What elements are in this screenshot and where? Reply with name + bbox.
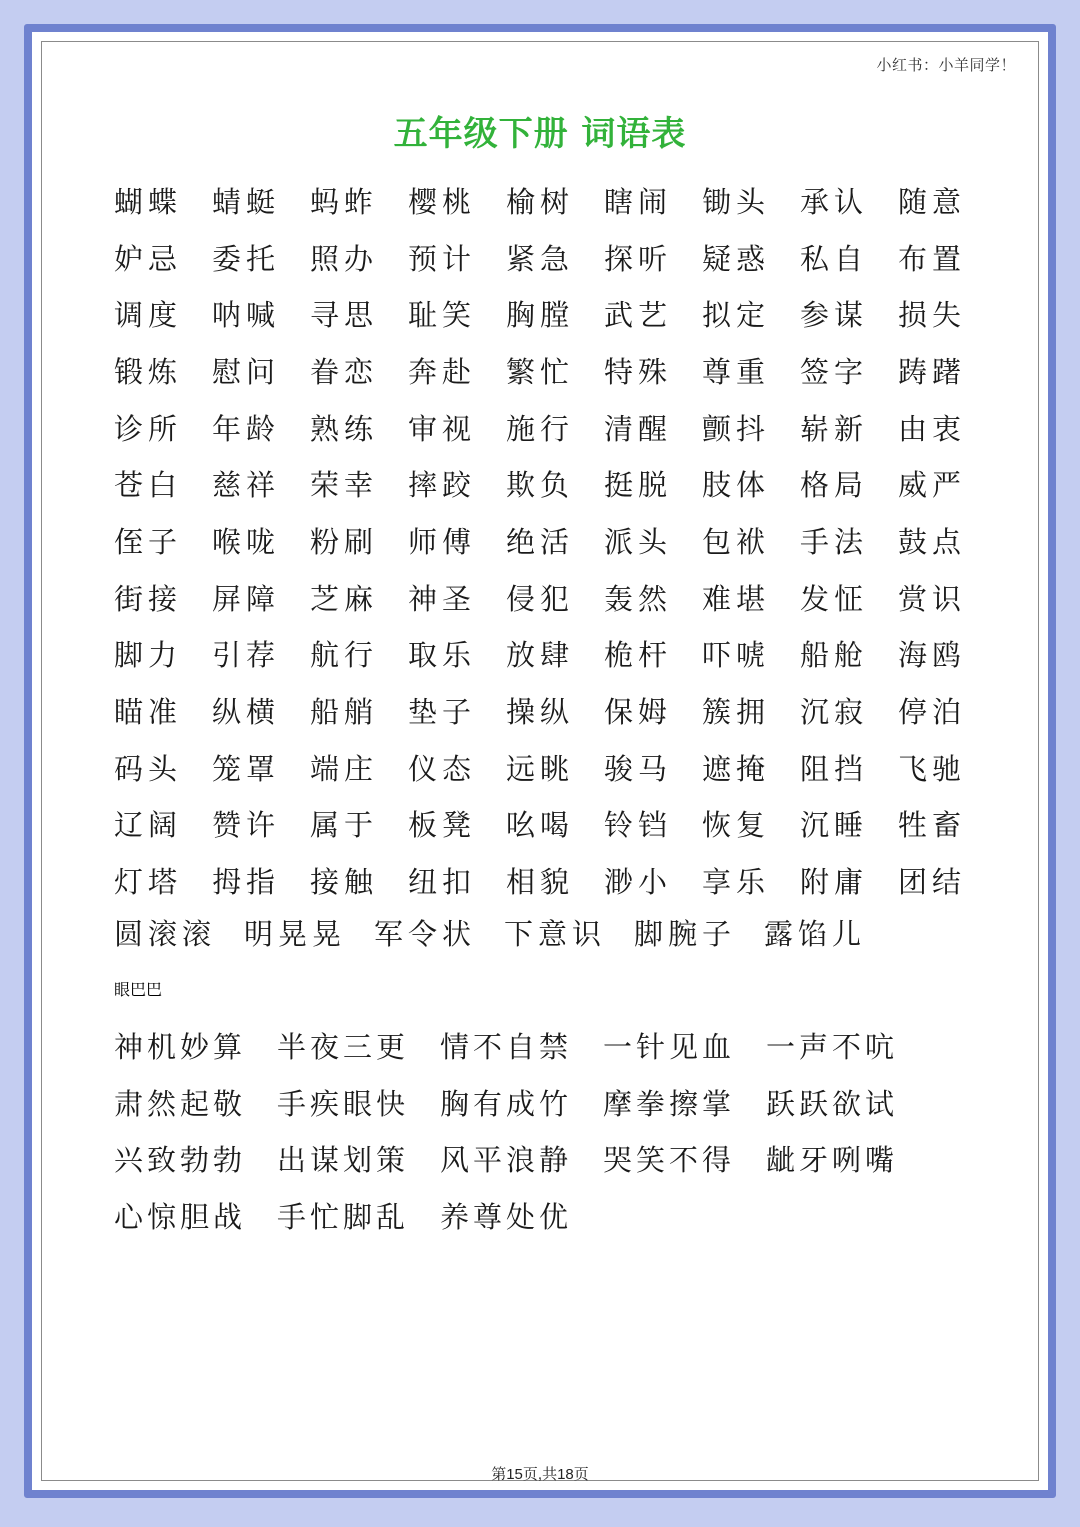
watermark-text: 小红书：小羊同学！: [876, 57, 1016, 74]
vocab-word: 航行: [310, 638, 379, 673]
vocab-word: 荣幸: [310, 468, 379, 503]
vocab-word: 牲畜: [898, 808, 967, 843]
vocab-word: 疑惑: [702, 241, 771, 276]
vocab-word: 遮掩: [702, 751, 771, 786]
vocab-word: 沉睡: [800, 808, 869, 843]
vocab-word: 难堪: [702, 581, 771, 616]
vocab-word: 海鸥: [898, 638, 967, 673]
vocab-word: 取乐: [408, 638, 477, 673]
vocab-word: 渺小: [604, 865, 673, 900]
vocab-word: 簇拥: [702, 695, 771, 730]
vocab-word: 拇指: [212, 865, 281, 900]
vocab-word: 桅杆: [604, 638, 673, 673]
three-char-word: 眼巴巴: [114, 979, 163, 999]
vocab-word: 慰问: [212, 354, 281, 389]
vocab-word: 照办: [310, 241, 379, 276]
vocab-word: 施行: [506, 411, 575, 446]
three-char-word: 下意识: [504, 916, 607, 951]
vocab-word: 拟定: [702, 298, 771, 333]
vocab-word: 特殊: [604, 354, 673, 389]
vocab-word: 摔跤: [408, 468, 477, 503]
vocab-word: 年龄: [212, 411, 281, 446]
vocab-word: 轰然: [604, 581, 673, 616]
vocab-word: 武艺: [604, 298, 673, 333]
vocab-word: 损失: [898, 298, 967, 333]
vocab-word: 笼罩: [212, 751, 281, 786]
idiom-word: 出谋划策: [277, 1143, 410, 1178]
vocab-word: 欺负: [506, 468, 575, 503]
vocab-word: 灯塔: [114, 865, 183, 900]
page-number: 第15页,共18页: [491, 1466, 589, 1483]
idiom-word: 龇牙咧嘴: [766, 1143, 899, 1178]
vocab-word: 鼓点: [898, 524, 967, 559]
vocab-word: 接触: [310, 865, 379, 900]
vocab-word: 附庸: [800, 865, 869, 900]
vocab-word: 踌躇: [898, 354, 967, 389]
vocab-word: 仪态: [408, 751, 477, 786]
idiom-word: 情不自禁: [440, 1029, 573, 1064]
vocab-word: 飞驰: [898, 751, 967, 786]
idiom-word: 跃跃欲试: [766, 1086, 899, 1121]
idiom-word: 胸有成竹: [440, 1086, 573, 1121]
vocab-word: 骏马: [604, 751, 673, 786]
idiom-word: 心惊胆战: [114, 1199, 247, 1234]
vocab-word: 纵横: [212, 695, 281, 730]
vocab-word: 尊重: [702, 354, 771, 389]
vocab-word: 由衷: [898, 411, 967, 446]
idiom-word: 肃然起敬: [114, 1086, 247, 1121]
vocab-word: 锄头: [702, 184, 771, 219]
vocab-word: 挺脱: [604, 468, 673, 503]
vocab-word: 吆喝: [506, 808, 575, 843]
three-char-word: 军令状: [374, 916, 477, 951]
idiom-word: 手忙脚乱: [277, 1199, 410, 1234]
vocab-word: 阻挡: [800, 751, 869, 786]
vocab-word: 恢复: [702, 808, 771, 843]
vocab-word: 吓唬: [702, 638, 771, 673]
vocab-word: 板凳: [408, 808, 477, 843]
vocab-word: 耻笑: [408, 298, 477, 333]
vocab-word: 享乐: [702, 865, 771, 900]
vocab-word: 预计: [408, 241, 477, 276]
vocab-word: 包袱: [702, 524, 771, 559]
idiom-word: 风平浪静: [440, 1143, 573, 1178]
idiom-word: 半夜三更: [277, 1029, 410, 1064]
vocab-word: 呐喊: [212, 298, 281, 333]
vocab-word: 诊所: [114, 411, 183, 446]
vocab-word: 喉咙: [212, 524, 281, 559]
vocab-word: 团结: [898, 865, 967, 900]
vocab-word: 船舱: [800, 638, 869, 673]
idiom-word: 摩拳擦掌: [603, 1086, 736, 1121]
idiom-word: 一声不吭: [766, 1029, 899, 1064]
vocab-word: 瞄准: [114, 695, 183, 730]
vocab-word: 繁忙: [506, 354, 575, 389]
vocab-word: 铃铛: [604, 808, 673, 843]
vocab-word: 纽扣: [408, 865, 477, 900]
three-char-word-row: [114, 960, 162, 1016]
vocab-word: 操纵: [506, 695, 575, 730]
vocab-word: 苍白: [114, 468, 183, 503]
vocab-word: 奔赴: [408, 354, 477, 389]
three-char-word: 明晃晃: [244, 916, 347, 951]
vocab-word: 属于: [310, 808, 379, 843]
vocab-word: 慈祥: [212, 468, 281, 503]
vocab-word: 威严: [898, 468, 967, 503]
vocab-word: 崭新: [800, 411, 869, 446]
vocab-word: 签字: [800, 354, 869, 389]
vocab-word: 肢体: [702, 468, 771, 503]
vocab-word: 码头: [114, 751, 183, 786]
vocab-word: 垫子: [408, 695, 477, 730]
vocab-word: 妒忌: [114, 241, 183, 276]
vocab-word: 调度: [114, 298, 183, 333]
idiom-word: 手疾眼快: [277, 1086, 410, 1121]
vocab-word: 颤抖: [702, 411, 771, 446]
idiom-word: 一针见血: [603, 1029, 736, 1064]
idiom-word: 神机妙算: [114, 1029, 247, 1064]
vocab-word: 紧急: [506, 241, 575, 276]
vocab-word: 眷恋: [310, 354, 379, 389]
vocab-word: 绝活: [506, 524, 575, 559]
vocab-word: 锻炼: [114, 354, 183, 389]
vocab-word: 清醒: [604, 411, 673, 446]
vocab-word: 侵犯: [506, 581, 575, 616]
two-char-word-grid: [114, 172, 1014, 909]
idiom-word: 哭笑不得: [603, 1143, 736, 1178]
three-char-word-row: [114, 904, 894, 960]
three-char-word: 露馅儿: [764, 916, 867, 951]
vocab-word: 师傅: [408, 524, 477, 559]
vocab-word: 街接: [114, 581, 183, 616]
vocab-word: 远眺: [506, 751, 575, 786]
idiom-word: 兴致勃勃: [114, 1143, 247, 1178]
vocab-word: 胸膛: [506, 298, 575, 333]
vocab-word: 探听: [604, 241, 673, 276]
vocab-word: 沉寂: [800, 695, 869, 730]
vocab-word: 格局: [800, 468, 869, 503]
document-page: [24, 24, 1056, 1498]
vocab-word: 樱桃: [408, 184, 477, 219]
vocab-word: 蜻蜓: [212, 184, 281, 219]
vocab-word: 瞎闹: [604, 184, 673, 219]
vocab-word: 寻思: [310, 298, 379, 333]
vocab-word: 私自: [800, 241, 869, 276]
vocab-word: 侄子: [114, 524, 183, 559]
vocab-word: 榆树: [506, 184, 575, 219]
vocab-word: 参谋: [800, 298, 869, 333]
vocab-word: 发怔: [800, 581, 869, 616]
idiom-word: 养尊处优: [440, 1199, 573, 1234]
vocab-word: 赞许: [212, 808, 281, 843]
vocab-word: 手法: [800, 524, 869, 559]
vocab-word: 脚力: [114, 638, 183, 673]
vocab-word: 随意: [898, 184, 967, 219]
vocab-word: 派头: [604, 524, 673, 559]
vocab-word: 相貌: [506, 865, 575, 900]
idiom-grid: [114, 1017, 1014, 1244]
vocab-word: 委托: [212, 241, 281, 276]
vocab-word: 芝麻: [310, 581, 379, 616]
three-char-word: 脚腕子: [634, 916, 737, 951]
vocab-word: 神圣: [408, 581, 477, 616]
vocab-word: 布置: [898, 241, 967, 276]
vocab-word: 蚂蚱: [310, 184, 379, 219]
vocab-word: 熟练: [310, 411, 379, 446]
vocab-word: 端庄: [310, 751, 379, 786]
vocab-word: 船艄: [310, 695, 379, 730]
vocab-word: 承认: [800, 184, 869, 219]
vocab-word: 粉刷: [310, 524, 379, 559]
vocab-word: 屏障: [212, 581, 281, 616]
vocab-word: 引荐: [212, 638, 281, 673]
vocab-word: 停泊: [898, 695, 967, 730]
vocab-word: 保姆: [604, 695, 673, 730]
page-title: 五年级下册 词语表: [393, 114, 687, 154]
three-char-word: 圆滚滚: [114, 916, 217, 951]
vocab-word: 放肆: [506, 638, 575, 673]
vocab-word: 赏识: [898, 581, 967, 616]
vocab-word: 蝴蝶: [114, 184, 183, 219]
vocab-word: 辽阔: [114, 808, 183, 843]
vocab-word: 审视: [408, 411, 477, 446]
